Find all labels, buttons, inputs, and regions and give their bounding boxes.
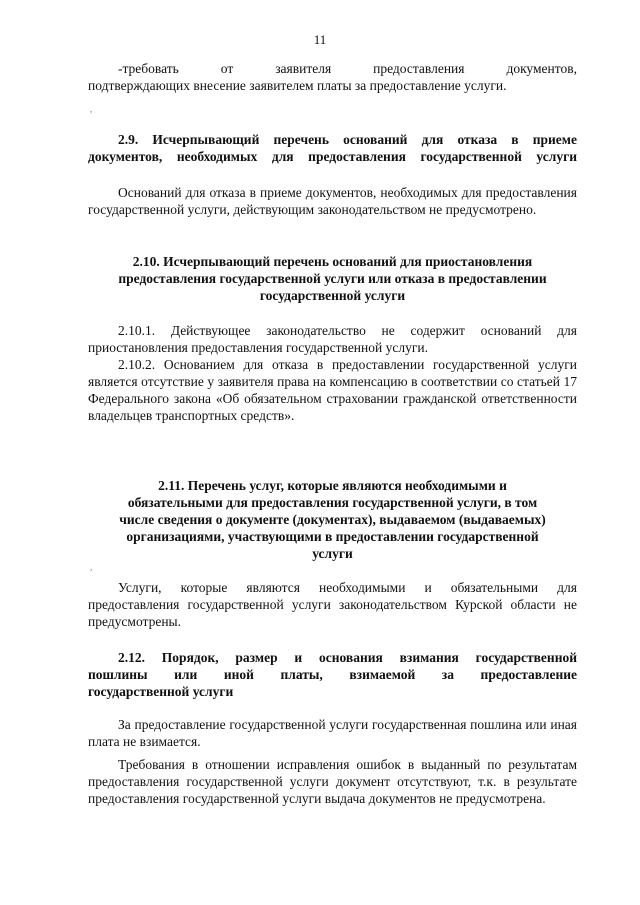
section-2-11-heading-line-5: услуги bbox=[312, 546, 353, 561]
section-2-10-heading bbox=[88, 253, 577, 304]
section-2-11-paragraph bbox=[88, 579, 577, 630]
section-2-11-heading bbox=[88, 477, 577, 562]
section-2-12-text-b: Требования в отношении исправления ошибок в выданный по результатам предоставления государственной услуги документ отсутствуют, т.к. в результате предоставления государственной услуги выдача документов не предусмотрена. bbox=[88, 757, 577, 806]
scan-mark: , bbox=[90, 562, 93, 572]
section-2-9-paragraph bbox=[88, 184, 577, 218]
scan-mark: , bbox=[90, 104, 93, 114]
section-2-9-text: Оснований для отказа в приеме документов, необходимых для предоставления государственной услуги, действующим законодательством не предусмотрено. bbox=[88, 185, 577, 217]
section-2-12-heading-line-3: государственной услуги bbox=[88, 684, 234, 699]
section-2-11-text: Услуги, которые являются необходимыми и обязательными для предоставления государственной услуги законодательством Курской области не предусмотрены. bbox=[88, 580, 577, 629]
section-2-11-heading-line-2: обязательными для предоставления государственной услуги, в том bbox=[127, 495, 538, 510]
section-2-11-heading-line-3: числе сведения о документе (документах), выдаваемом (выдаваемых) bbox=[119, 512, 546, 527]
section-2-10-1-text: 2.10.1. Действующее законодательство не содержит оснований для приостановления предоставления государственной услуги. bbox=[88, 323, 577, 355]
section-2-9-heading-line-1: 2.9. Исчерпывающий перечень оснований для отказа в приеме bbox=[118, 132, 577, 147]
section-2-10-2-text: 2.10.2. Основанием для отказа в предоставлении государственной услуги является отсутствие у заявителя права на компенсацию в соответствии со статьей 17 Федерального закона «Об обязательном страховании гражданской ответственности владельцев транспортных средств». bbox=[88, 357, 577, 423]
section-2-10-heading-line-2: предоставления государственной услуги или отказа в предоставлении bbox=[118, 271, 547, 286]
section-2-10-paragraphs bbox=[88, 322, 577, 424]
section-2-10-heading-line-3: государственной услуги bbox=[259, 288, 406, 303]
intro-paragraph bbox=[88, 60, 577, 94]
intro-line-2: подтверждающих внесение заявителем платы за предоставление услуги. bbox=[88, 78, 507, 93]
section-2-12-paragraphs bbox=[88, 716, 577, 807]
section-2-10-heading-line-1: 2.10. Исчерпывающий перечень оснований для приостановления bbox=[132, 254, 533, 269]
section-2-9-heading-line-2: документов, необходимых для предоставления государственной услуги bbox=[88, 149, 577, 164]
intro-line-1: -требовать от заявителя предоставления документов, bbox=[118, 61, 577, 76]
section-2-11-heading-line-1: 2.11. Перечень услуг, которые являются необходимыми и bbox=[158, 478, 507, 493]
section-2-12-heading-line-2: пошлины или иной платы, взимаемой за предоставление bbox=[88, 667, 577, 682]
section-2-12-text-a: За предоставление государственной услуги государственная пошлина или иная плата не взимается. bbox=[88, 717, 577, 749]
section-2-11-heading-line-4: организациями, участвующими в предоставлении государственной bbox=[126, 529, 539, 544]
section-2-12-heading-line-1: 2.12. Порядок, размер и основания взимания государственной bbox=[118, 650, 577, 665]
page-number: 11 bbox=[313, 32, 327, 47]
section-2-9-heading bbox=[88, 131, 577, 165]
section-2-12-heading bbox=[88, 649, 577, 700]
